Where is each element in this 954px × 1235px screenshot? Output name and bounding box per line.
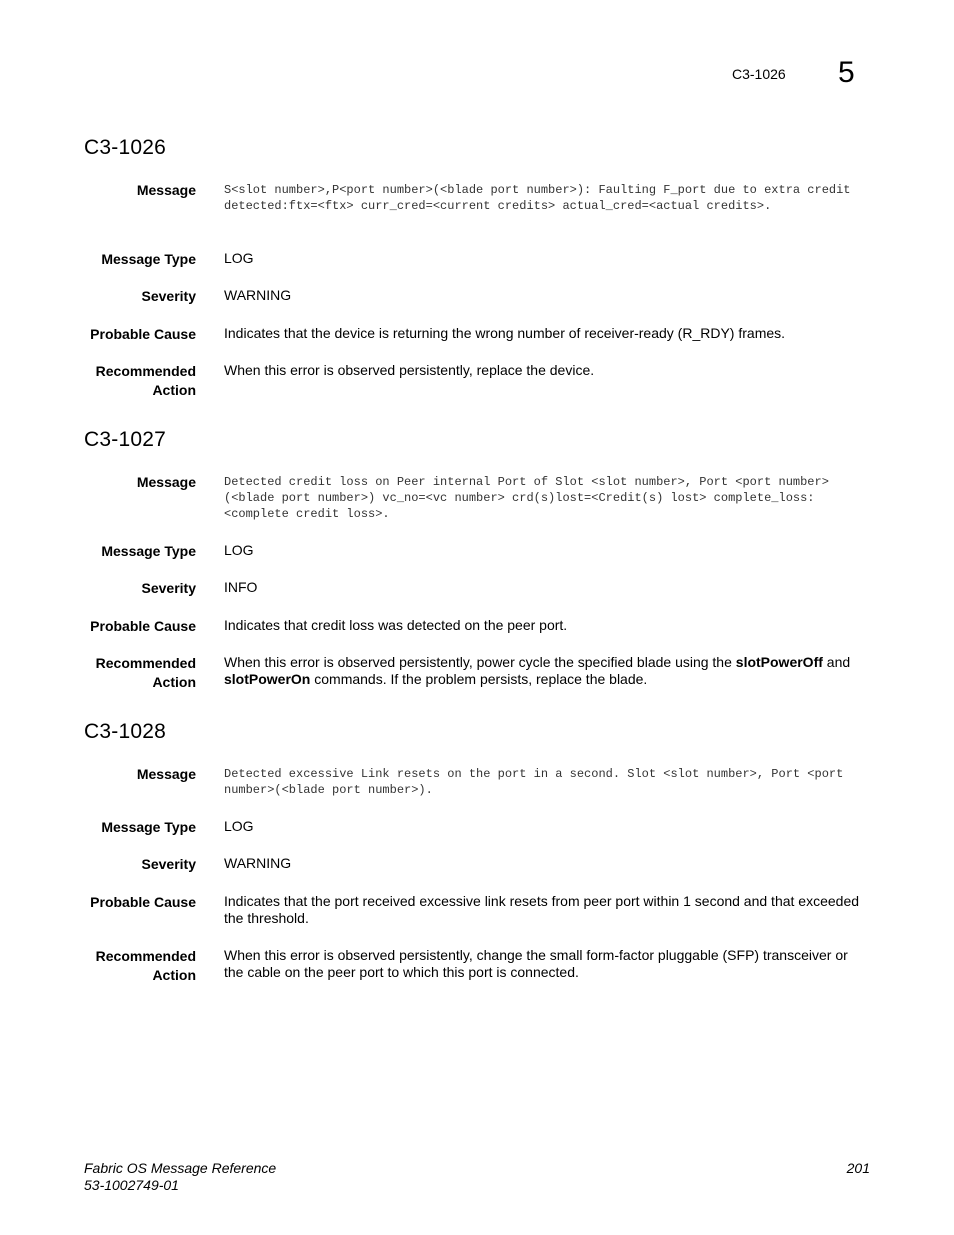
section-title: C3-1027 (84, 428, 166, 451)
chapter-number: 5 (838, 56, 855, 89)
severity-label: Severity (141, 288, 196, 304)
page-number: 201 (846, 1160, 870, 1176)
message-text: S<slot number>,P<port number>(<blade port number>): Faulting F_port due to extra credit detected:ftx=<ftx> curr_cred=<current credits> actual_cred=<actual credits>. (224, 183, 851, 213)
probable-cause-value: Indicates that the device is returning the wrong number of receiver-ready (R_RDY) frames. (224, 325, 786, 341)
command-slotpoweroff: slotPowerOff (735, 654, 823, 670)
message-type-label: Message Type (101, 543, 196, 559)
recommended-action-label (36, 362, 196, 400)
message-text: Detected credit loss on Peer internal Port of Slot <slot number>, Port <port number>(<blade port number>) vc_no=<vc number> crd(s)lost=<Credit(s) lost> complete_loss:<complete credit loss>. (224, 475, 829, 521)
message-type-value: LOG (224, 818, 254, 834)
probable-cause-label: Probable Cause (90, 618, 196, 634)
severity-value: INFO (224, 579, 258, 595)
message-type-label: Message Type (101, 251, 196, 267)
message-type-value: LOG (224, 250, 254, 266)
recommended-action-label (36, 654, 196, 692)
running-head-title: C3-1026 (732, 66, 786, 82)
severity-label: Severity (141, 580, 196, 596)
severity-label: Severity (141, 856, 196, 872)
recommended-action-label (36, 947, 196, 985)
action-text-post: commands. If the problem persists, replace the blade. (310, 671, 648, 687)
command-slotpoweron: slotPowerOn (224, 671, 311, 687)
message-text: Detected excessive Link resets on the port in a second. Slot <slot number>, Port <port number>(<blade port number>). (224, 767, 844, 797)
recommended-action-value: When this error is observed persistently, replace the device. (224, 362, 595, 378)
probable-cause-label: Probable Cause (90, 894, 196, 910)
page-footer (84, 1160, 870, 1194)
action-word: Action (152, 674, 196, 690)
action-text-pre: When this error is observed persistently, power cycle the specified blade using the (224, 654, 736, 670)
running-head (0, 56, 954, 92)
message-type-value: LOG (224, 542, 254, 558)
action-word: Action (152, 967, 196, 983)
action-text-mid: and (822, 654, 851, 670)
recommended-word: Recommended (95, 363, 196, 379)
probable-cause-label: Probable Cause (90, 326, 196, 342)
message-label: Message (136, 766, 196, 782)
message-type-label: Message Type (101, 819, 196, 835)
message-label: Message (136, 474, 196, 490)
section-title: C3-1026 (84, 136, 166, 159)
action-word: Action (152, 382, 196, 398)
recommended-action-value: When this error is observed persistently, change the small form-factor pluggable (SFP) transceiver or the cable on the peer port to which this port is connected. (224, 947, 848, 980)
recommended-action-value (224, 654, 869, 688)
severity-value: WARNING (224, 287, 292, 303)
message-label: Message (136, 182, 196, 198)
probable-cause-value: Indicates that credit loss was detected on the peer port. (224, 617, 568, 633)
recommended-word: Recommended (95, 948, 196, 964)
footer-doc-title: Fabric OS Message Reference (84, 1160, 277, 1176)
severity-value: WARNING (224, 855, 292, 871)
recommended-word: Recommended (95, 655, 196, 671)
section-title: C3-1028 (84, 720, 166, 743)
probable-cause-value: Indicates that the port received excessive link resets from peer port within 1 second and that exceeded the threshold. (224, 893, 860, 926)
footer-doc-number: 53-1002749-01 (84, 1177, 179, 1193)
